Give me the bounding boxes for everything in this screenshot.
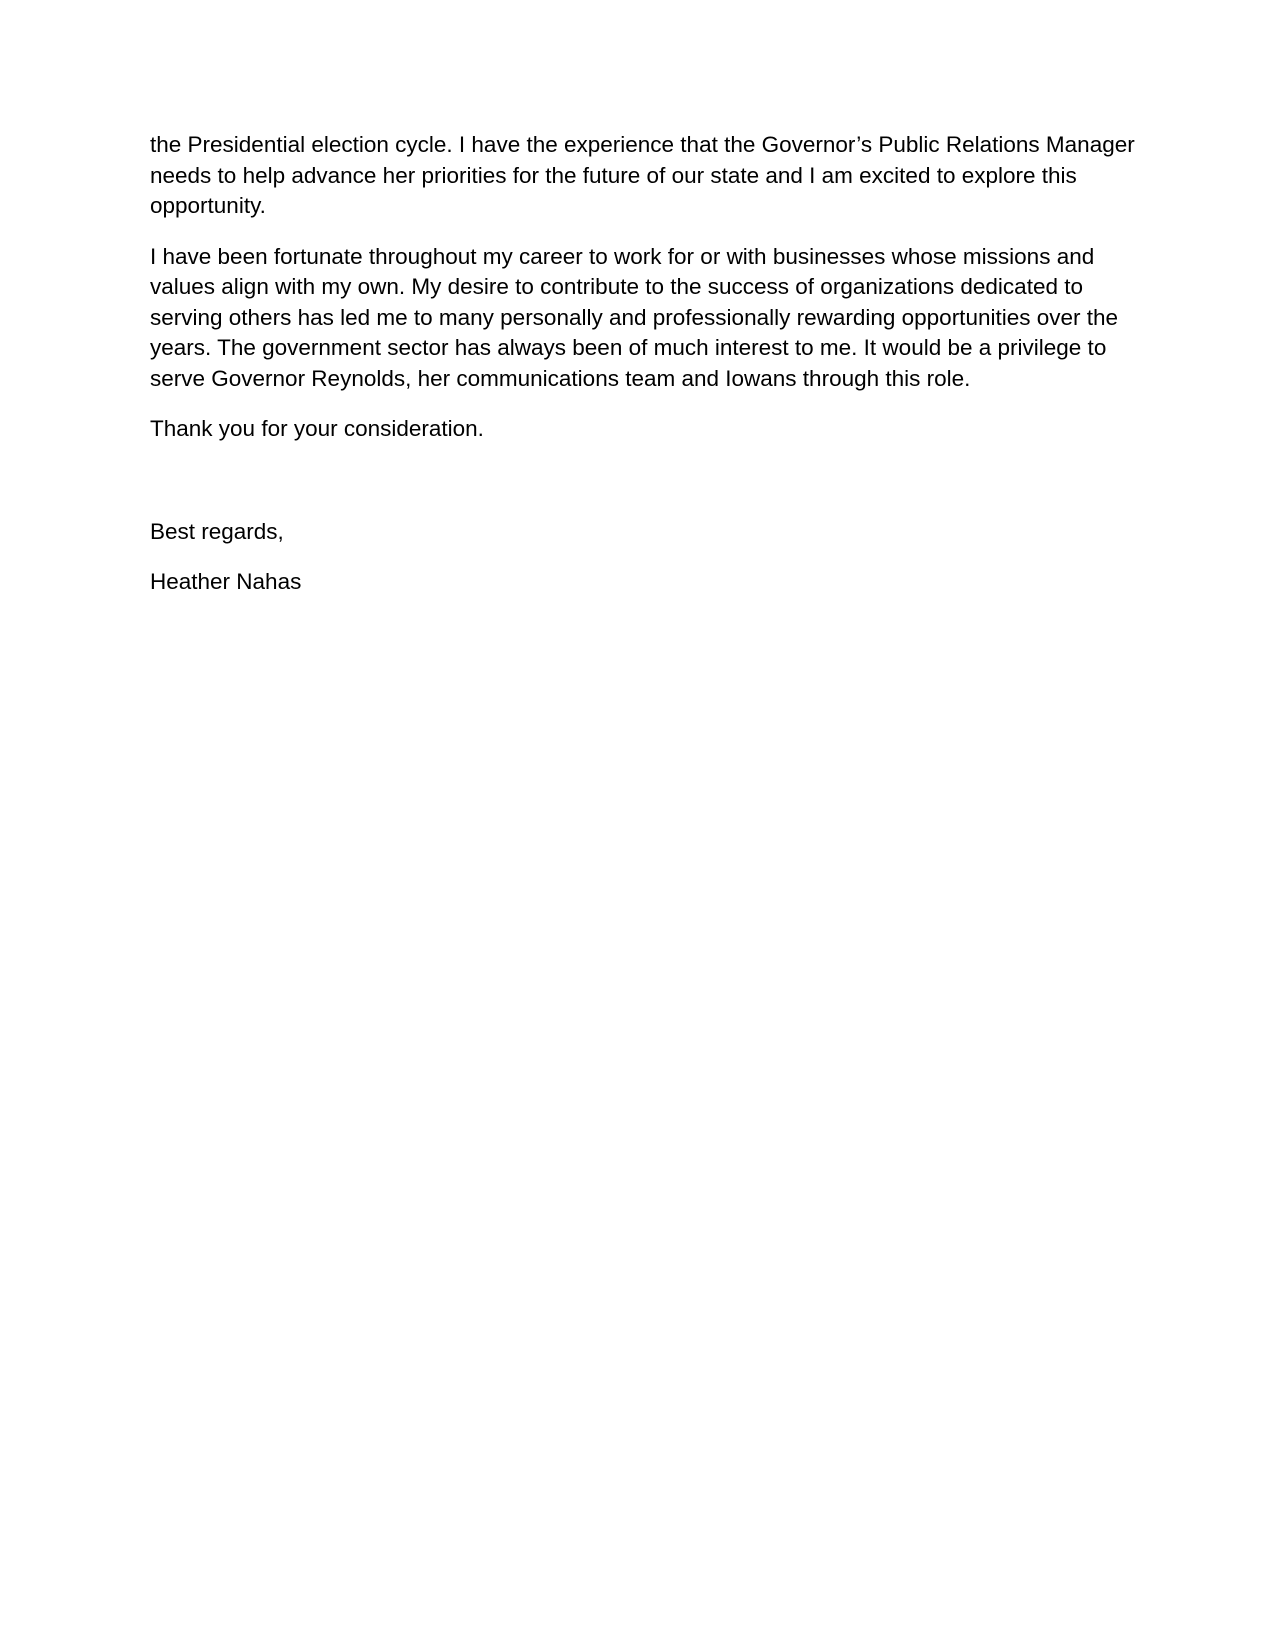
paragraph-continuation: the Presidential election cycle. I have the experience that the Governor’s Public Relations Manager needs to help advance her priorities for the future of our state and I am excited to explore this opportunity. — [150, 132, 1135, 218]
spacer — [150, 465, 1135, 517]
closing: Best regards, — [150, 518, 284, 544]
paragraph-career: I have been fortunate throughout my career to work for or with businesses whose missions and values align with my own. My desire to contribute to the success of organizations dedicated to serving others has led me to many personally and professionally rewarding opportunities over the years. The government sector has always been of much interest to me. It would be a privilege to serve Governor Reynolds, her communications team and Iowans through this role. — [150, 243, 1119, 391]
signature-name: Heather Nahas — [150, 569, 302, 594]
letter-body — [150, 130, 1135, 618]
paragraph-thanks: Thank you for your consideration. — [150, 416, 484, 441]
